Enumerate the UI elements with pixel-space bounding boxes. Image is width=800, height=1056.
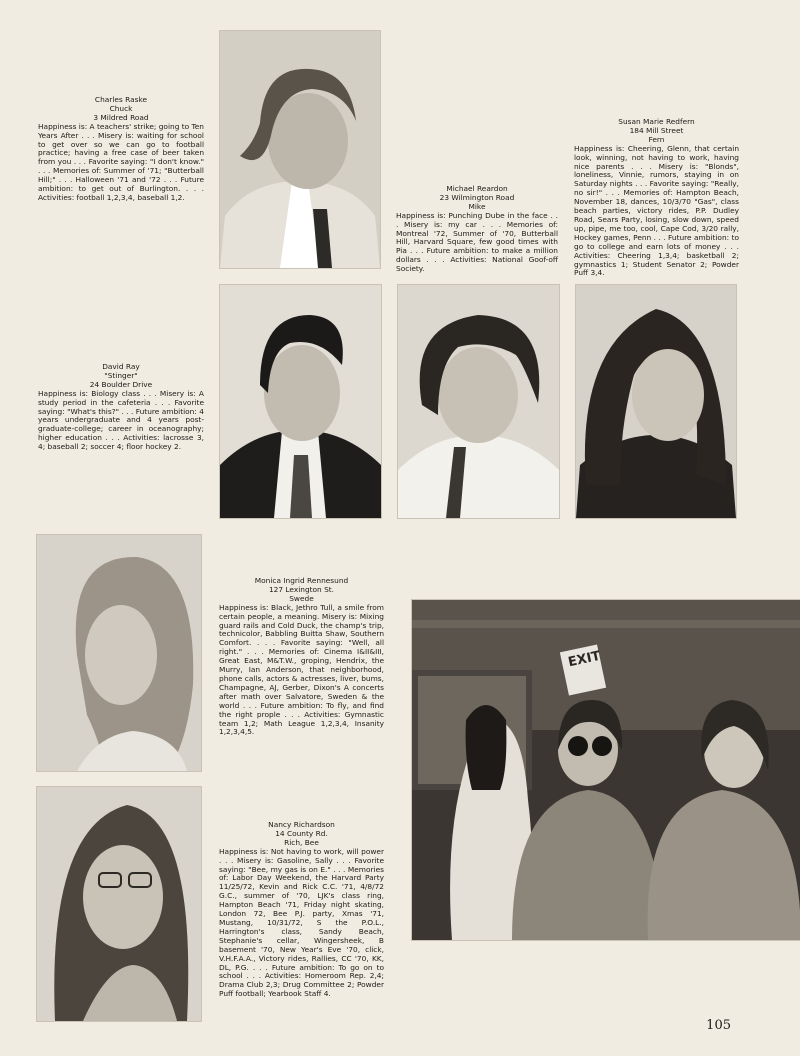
student-address: 24 Boulder Drive xyxy=(89,379,153,389)
entry-david-ray xyxy=(38,363,204,452)
student-bio: Happiness is: Biology class . . . Misery is: A study period in the cafeteria . . . Favorite saying: "What's this?" . . . Future ambition: 4 years undergraduate and 4 years post-graduate-college; career in oceanography; higher education . . . Activities: lacrosse 3, 4; baseball 2; soccer 4; floor hockey 2. xyxy=(38,388,204,452)
portrait-michael-reardon xyxy=(397,284,560,519)
entry-monica-rennesund xyxy=(219,577,384,737)
student-nickname: Fern xyxy=(648,134,665,144)
exit-sign: EXIT xyxy=(566,648,602,671)
portrait-susan-redfern xyxy=(575,284,737,519)
portrait-monica-rennesund xyxy=(36,534,202,772)
student-name: Monica Ingrid Rennesund xyxy=(254,576,349,585)
entry-nancy-richardson xyxy=(219,821,384,999)
portrait-nancy-richardson xyxy=(36,786,202,1022)
portrait-charles-raske xyxy=(219,30,381,269)
student-nickname: Mike xyxy=(468,201,486,211)
student-name: David Ray xyxy=(102,362,140,371)
student-bio: Happiness is: Cheering, Glenn, that certain look, winning, not having to work, having nice parents . . . Misery is: "Blonds", loneliness, Vinnie, rumors, staying in on Saturday nights . . . Favorite saying: "Really, no sir!" . . . Memories of: Hampton Beach, November 18, dances, 10/3/70 "Gas", class beach parties, victory rides, P.P. Dudley Road, Sears Party, losing, slow down, speed up, pipe, me too, cool, Cape Cod, 3/20 rally, Hockey games, Penn . . . Future ambition: to go to college and earn lots of money . . . Activities: Cheering 1,3,4; basketball 2; gymnastics 1; Student Senator 2; Powder Puff 3,4. xyxy=(574,143,739,278)
student-nickname: "Stinger" xyxy=(104,370,138,380)
student-address: 14 County Rd. xyxy=(275,828,328,838)
portrait-david-ray xyxy=(219,284,382,519)
student-name: Michael Reardon xyxy=(446,184,508,193)
student-bio: Happiness is: A teachers' strike; going to Ten Years After . . . Misery is: waiting for school to get over so we can go to football practice; having a free case of beer taken from you . . . Favorite saying: "I don't know." . . . Memories of: Summer of '71; "Butterball Hill;" . . . Halloween '71 and '72 . . . Future ambition: to get out of Burlington. . . . Activities: football 1,2,3,4, baseball 1,2. xyxy=(38,121,204,202)
student-address: 23 Wilmington Road xyxy=(439,192,515,202)
student-bio: Happiness is: Black, Jethro Tull, a smile from certain people, a meaning. Misery is: Mixing guard rails and Cold Duck, the champ's trip, technicolor, Babbling Buitta Shaw, Southern Comfort. . . . Favorite saying: "Well, all right." . . . Memories of: Cinema I&II&III, Great East, M&T.W., groping, Hendrix, the Murry, Ian Anderson, that neighborhood, phone calls, actors & actresses, liver, bums, Champagne, AJ, Gerber, Dixon's A concerts after math over Salvatore, Sweden & the world . . . Future ambition: To fly, and find the right prople . . . Activities: Gymnastic team 1,2; Math League 1,2,3,4, Insanity 1,2,3,4,5. xyxy=(219,602,384,737)
student-nickname: Swede xyxy=(289,593,314,603)
student-nickname: Rich, Bee xyxy=(284,837,319,847)
student-bio: Happiness is: Punching Dube in the face . . . Misery is: my car . . . Memories of: Montreal '72, Summer of '70, Butterball Hill, Harvard Square, few good times with Pia . . . Future ambition: to make a million dollars . . . Activities: National Goof-off Society. xyxy=(396,210,558,274)
student-address: 184 Mill Street xyxy=(629,125,684,135)
entry-michael-reardon xyxy=(396,185,558,274)
entry-charles-raske xyxy=(38,96,204,203)
group-photo xyxy=(411,599,800,941)
student-name: Charles Raske xyxy=(94,95,148,104)
page-number: 105 xyxy=(706,1018,731,1033)
student-name: Nancy Richardson xyxy=(268,820,335,829)
student-bio: Happiness is: Not having to work, will power . . . Misery is: Gasoline, Sally . . . Favorite saying: "Bee, my gas is on E." . . . Memories of: Labor Day Weekend, the Harvard Party 11/25/72, Kevin and Rick C.C. '71, 4/8/72 G.C., summer of '70, LJK's class ring, Hampton Beach '71, Friday night skating, London 72, Bee P.J. party, Xmas '71, Mustang, 10/31/72, S the P.O.L., Harrington's class, Sandy Beach, Stephanie's cellar, Wingersheek, B basement '70, New Year's Eve '70, click, V.H.F.A.A., Victory rides, Rallies, CC '70, KK, DL, P.G. . . . Future ambition: To go on to school . . . Activities: Homeroom Rep. 2,4; Drama Club 2,3; Drug Committee 2; Powder Puff football; Yearbook Staff 4. xyxy=(219,846,384,999)
student-name: Susan Marie Redfern xyxy=(618,117,695,126)
student-nickname: Chuck xyxy=(109,103,133,113)
student-address: 3 Mildred Road xyxy=(93,112,149,122)
student-address: 127 Lexington St. xyxy=(268,584,335,594)
entry-susan-redfern xyxy=(574,118,739,278)
